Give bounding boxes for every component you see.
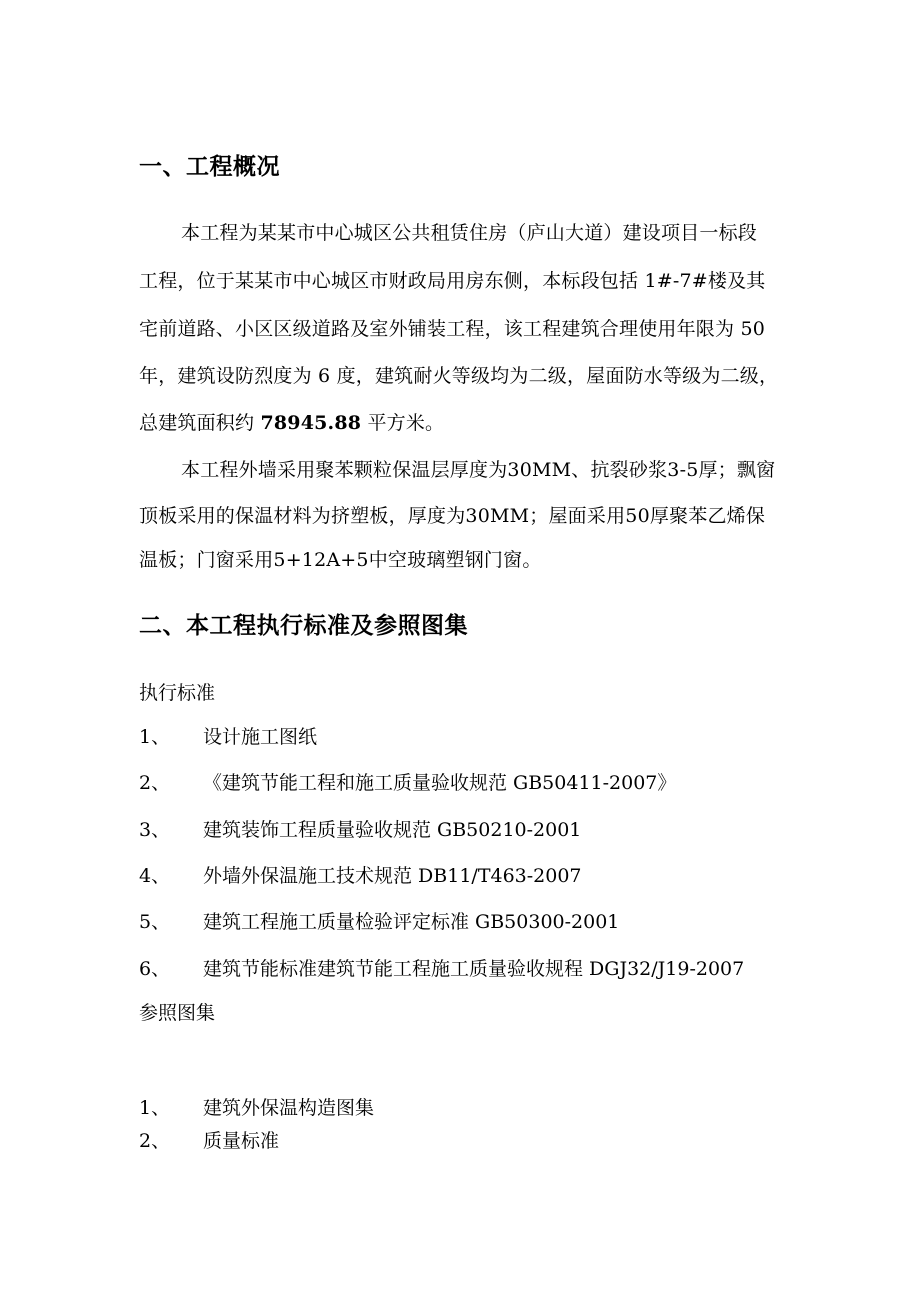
standard-text: 建筑工程施工质量检验评定标准 GB50300-2001 bbox=[203, 911, 620, 933]
section1-heading: 一、工程概况 bbox=[139, 153, 280, 180]
para1-line5 bbox=[139, 408, 444, 435]
standard-number: 2、 bbox=[139, 772, 171, 794]
atlas-text: 质量标准 bbox=[203, 1130, 280, 1152]
atlas-label: 参照图集 bbox=[139, 1002, 216, 1024]
section2-heading: 二、本工程执行标准及参照图集 bbox=[139, 612, 468, 639]
area-suffix: 平方米。 bbox=[361, 412, 445, 434]
para1-line2: 工程，位于某某市中心城区市财政局用房东侧，本标段包括 1#-7#楼及其 bbox=[139, 270, 766, 292]
standard-text: 《建筑节能工程和施工质量验收规范 GB50411-2007》 bbox=[203, 772, 677, 794]
standard-text: 外墙外保温施工技术规范 DB11/T463-2007 bbox=[203, 865, 582, 887]
para1-line1: 本工程为某某市中心城区公共租赁住房（庐山大道）建设项目一标段 bbox=[181, 222, 758, 244]
standard-text: 设计施工图纸 bbox=[203, 726, 318, 748]
para1-line4: 年，建筑设防烈度为 6 度，建筑耐火等级均为二级，屋面防水等级为二级， bbox=[139, 365, 779, 387]
para1-line3: 宅前道路、小区区级道路及室外铺装工程，该工程建筑合理使用年限为 50 bbox=[139, 318, 766, 340]
total-area-value: 78945.88 bbox=[260, 412, 362, 434]
para2-line2: 顶板采用的保温材料为挤塑板，厚度为30MM；屋面采用50厚聚苯乙烯保 bbox=[139, 505, 766, 527]
standard-number: 6、 bbox=[139, 958, 171, 980]
standard-number: 1、 bbox=[139, 726, 171, 748]
atlas-number: 2、 bbox=[139, 1130, 171, 1152]
para2-line3: 温板；门窗采用5+12A+5中空玻璃塑钢门窗。 bbox=[139, 549, 542, 571]
standard-number: 5、 bbox=[139, 911, 171, 933]
standard-text: 建筑节能标准建筑节能工程施工质量验收规程 DGJ32/J19-2007 bbox=[203, 958, 745, 980]
area-prefix: 总建筑面积约 bbox=[139, 412, 261, 434]
standard-number: 3、 bbox=[139, 819, 171, 841]
para2-line1: 本工程外墙采用聚苯颗粒保温层厚度为30MM、抗裂砂浆3-5厚；飘窗 bbox=[181, 459, 776, 481]
atlas-text: 建筑外保温构造图集 bbox=[203, 1097, 375, 1119]
standard-text: 建筑装饰工程质量验收规范 GB50210-2001 bbox=[203, 819, 582, 841]
atlas-number: 1、 bbox=[139, 1097, 171, 1119]
standards-label: 执行标准 bbox=[139, 682, 216, 704]
standard-number: 4、 bbox=[139, 865, 171, 887]
